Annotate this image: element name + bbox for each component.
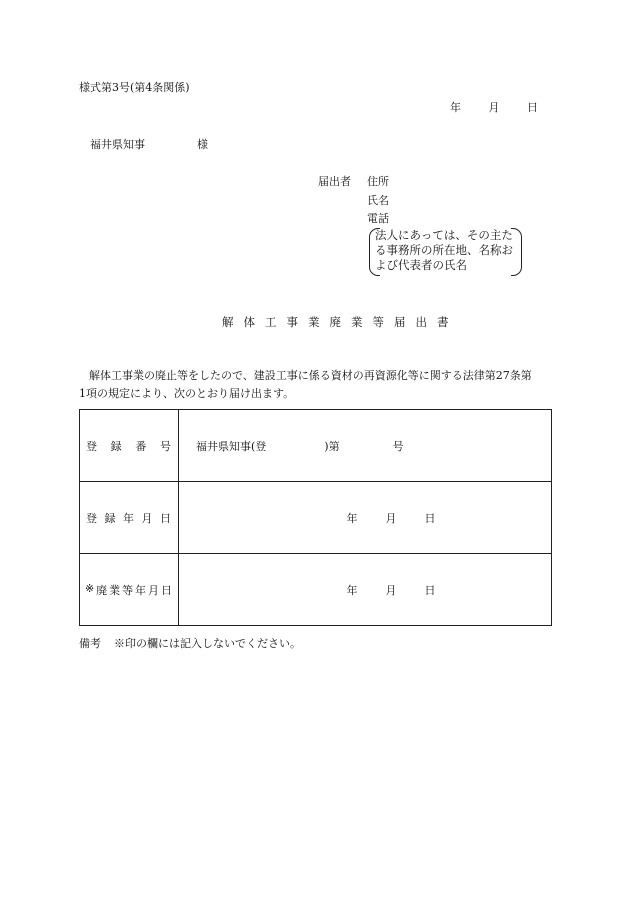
body-text-line-2: 1項の規定により、次のとおり届け出ます。 <box>79 387 295 400</box>
date-year-label: 年 <box>450 101 461 114</box>
closure-date-field[interactable] <box>179 554 552 626</box>
reg-date-year: 年 <box>346 511 358 525</box>
body-text-line-1: 解体工事業の廃止等をしたので、建設工事に係る資材の再資源化等に関する法律第27条第 <box>89 369 532 382</box>
addressee-governor: 福井県知事 <box>90 138 145 151</box>
form-number: 様式第3号(第4条関係) <box>79 81 190 94</box>
table-row <box>80 554 552 626</box>
addressee-honorific: 様 <box>197 138 208 151</box>
address-label: 住所 <box>367 175 389 188</box>
registration-date-label: 登 録 年 月 日 <box>80 482 179 554</box>
remarks-text: ※印の欄には記入しないでください。 <box>114 637 301 650</box>
applicant-label: 届出者 <box>318 175 351 188</box>
name-label: 氏名 <box>367 194 389 207</box>
date-month-label: 月 <box>488 101 500 114</box>
registration-number-label: 登 録 番 号 <box>80 410 179 482</box>
reg-date-month: 月 <box>385 511 397 525</box>
registration-table <box>79 409 552 626</box>
registration-middle: )第 <box>324 439 340 453</box>
corporate-note-line-3: よび代表者の氏名 <box>375 258 467 272</box>
registration-date-field[interactable] <box>179 482 552 554</box>
remarks-label: 備考 <box>79 637 101 650</box>
header-date <box>450 102 538 113</box>
phone-label: 電話 <box>367 212 389 225</box>
registration-suffix: 号 <box>392 439 404 453</box>
registration-number-field[interactable] <box>179 410 552 482</box>
document-title: 解体工事業廃業等届出書 <box>222 315 459 329</box>
corporate-note-line-1: 法人にあっては、その主た <box>375 228 513 242</box>
registration-prefix: 福井県知事(登 <box>196 439 267 453</box>
reg-date-day: 日 <box>424 511 436 525</box>
table-row <box>80 410 552 482</box>
closure-date-label: ※ 廃 業 等 年 月 日 <box>80 554 179 626</box>
closure-date-year: 年 <box>346 583 358 597</box>
table-row <box>80 482 552 554</box>
corporate-note-line-2: る事務所の所在地、名称お <box>375 243 513 257</box>
closure-date-day: 日 <box>424 583 436 597</box>
date-day-label: 日 <box>527 101 538 114</box>
closure-date-month: 月 <box>385 583 397 597</box>
